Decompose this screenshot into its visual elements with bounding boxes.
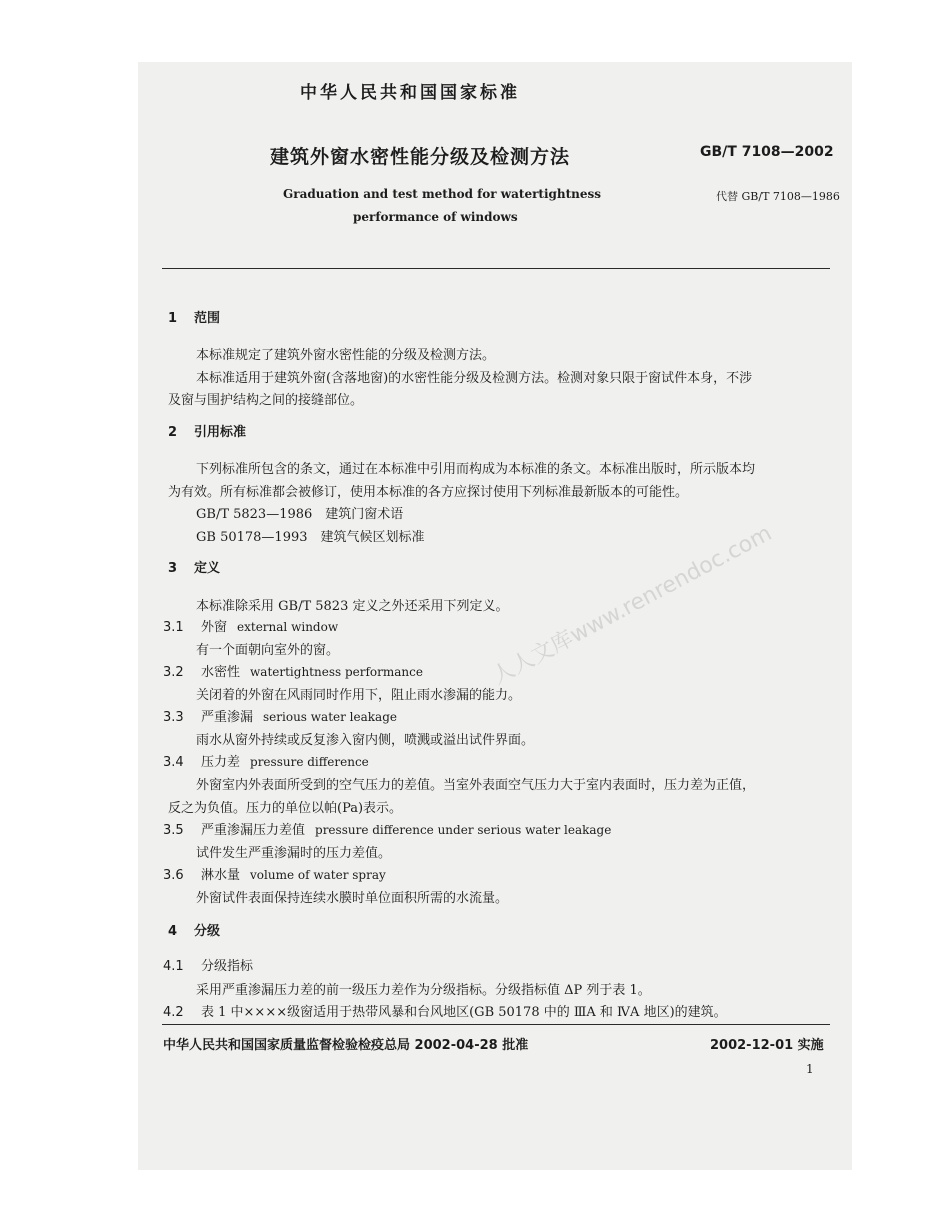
section-1-p1: 本标准规定了建筑外窗水密性能的分级及检测方法。 <box>196 348 496 363</box>
section-2-heading: 2 引用标准 <box>168 425 247 440</box>
definition-3-4-text-b: 反之为负值。压力的单位以帕(Pa)表示。 <box>168 801 403 816</box>
section-2-p1a: 下列标准所包含的条文，通过在本标准中引用而构成为本标准的条文。本标准出版时，所示版本均 <box>196 462 756 477</box>
definition-3-5-term: 3.5 严重渗漏压力差值 pressure difference under serious water leakage <box>163 823 612 838</box>
effective-date: 2002-12-01 实施 <box>710 1038 824 1053</box>
replaces-standard: 代替 GB/T 7108—1986 <box>716 190 840 203</box>
page-number: 1 <box>806 1062 814 1076</box>
definition-3-2-term: 3.2 水密性 watertightness performance <box>163 665 423 680</box>
reference-1: GB/T 5823—1986 建筑门窗术语 <box>196 507 404 522</box>
definition-3-5-text: 试件发生严重渗漏时的压力差值。 <box>196 846 392 861</box>
section-2-p1b: 为有效。所有标准都会被修订，使用本标准的各方应探讨使用下列标准最新版本的可能性。 <box>168 485 689 500</box>
definition-3-6-text: 外窗试件表面保持连续水膜时单位面积所需的水流量。 <box>196 891 509 906</box>
footer-divider <box>162 1024 830 1025</box>
org-title: 中华人民共和国国家标准 <box>300 83 520 103</box>
header-divider <box>162 268 830 269</box>
definition-3-1-text: 有一个面朝向室外的窗。 <box>196 643 340 658</box>
clause-4-1-heading: 4.1 分级指标 <box>163 959 254 974</box>
issuer-approval: 中华人民共和国国家质量监督检验检疫总局 2002-04-28 批准 <box>163 1038 529 1053</box>
section-3-heading: 3 定义 <box>168 561 221 576</box>
standard-number: GB/T 7108—2002 <box>700 144 834 160</box>
definition-3-2-text: 关闭着的外窗在风雨同时作用下，阻止雨水渗漏的能力。 <box>196 688 522 703</box>
title-english-line1: Graduation and test method for watertightness <box>283 187 602 201</box>
watermark: 人人文库www.renrendoc.com <box>488 520 777 690</box>
definition-3-1-term: 3.1 外窗 external window <box>163 620 339 635</box>
reference-2: GB 50178—1993 建筑气候区划标准 <box>196 530 425 545</box>
definition-3-4-text-a: 外窗室内外表面所受到的空气压力的差值。当室外表面空气压力大于室内表面时，压力差为正值， <box>196 778 756 793</box>
definition-3-6-term: 3.6 淋水量 volume of water spray <box>163 868 386 883</box>
section-1-p2b: 及窗与围护结构之间的接缝部位。 <box>168 393 364 408</box>
definition-3-3-term: 3.3 严重渗漏 serious water leakage <box>163 710 397 725</box>
section-4-heading: 4 分级 <box>168 924 221 939</box>
section-1-heading: 1 范围 <box>168 311 221 326</box>
clause-4-1-text: 采用严重渗漏压力差的前一级压力差作为分级指标。分级指标值 ΔP 列于表 1。 <box>196 983 651 998</box>
clause-4-2: 4.2 表 1 中××××级窗适用于热带风暴和台风地区(GB 50178 中的 ⅢA 和 ⅣA 地区)的建筑。 <box>163 1005 727 1020</box>
title-chinese: 建筑外窗水密性能分级及检测方法 <box>270 146 571 168</box>
section-1-p2a: 本标准适用于建筑外窗(含落地窗)的水密性能分级及检测方法。检测对象只限于窗试件本身，不涉 <box>196 371 753 386</box>
definition-3-4-term: 3.4 压力差 pressure difference <box>163 755 369 770</box>
section-3-intro: 本标准除采用 GB/T 5823 定义之外还采用下列定义。 <box>196 599 509 614</box>
title-english-line2: performance of windows <box>353 210 518 224</box>
definition-3-3-text: 雨水从窗外持续或反复渗入窗内侧，喷溅或溢出试件界面。 <box>196 733 535 748</box>
